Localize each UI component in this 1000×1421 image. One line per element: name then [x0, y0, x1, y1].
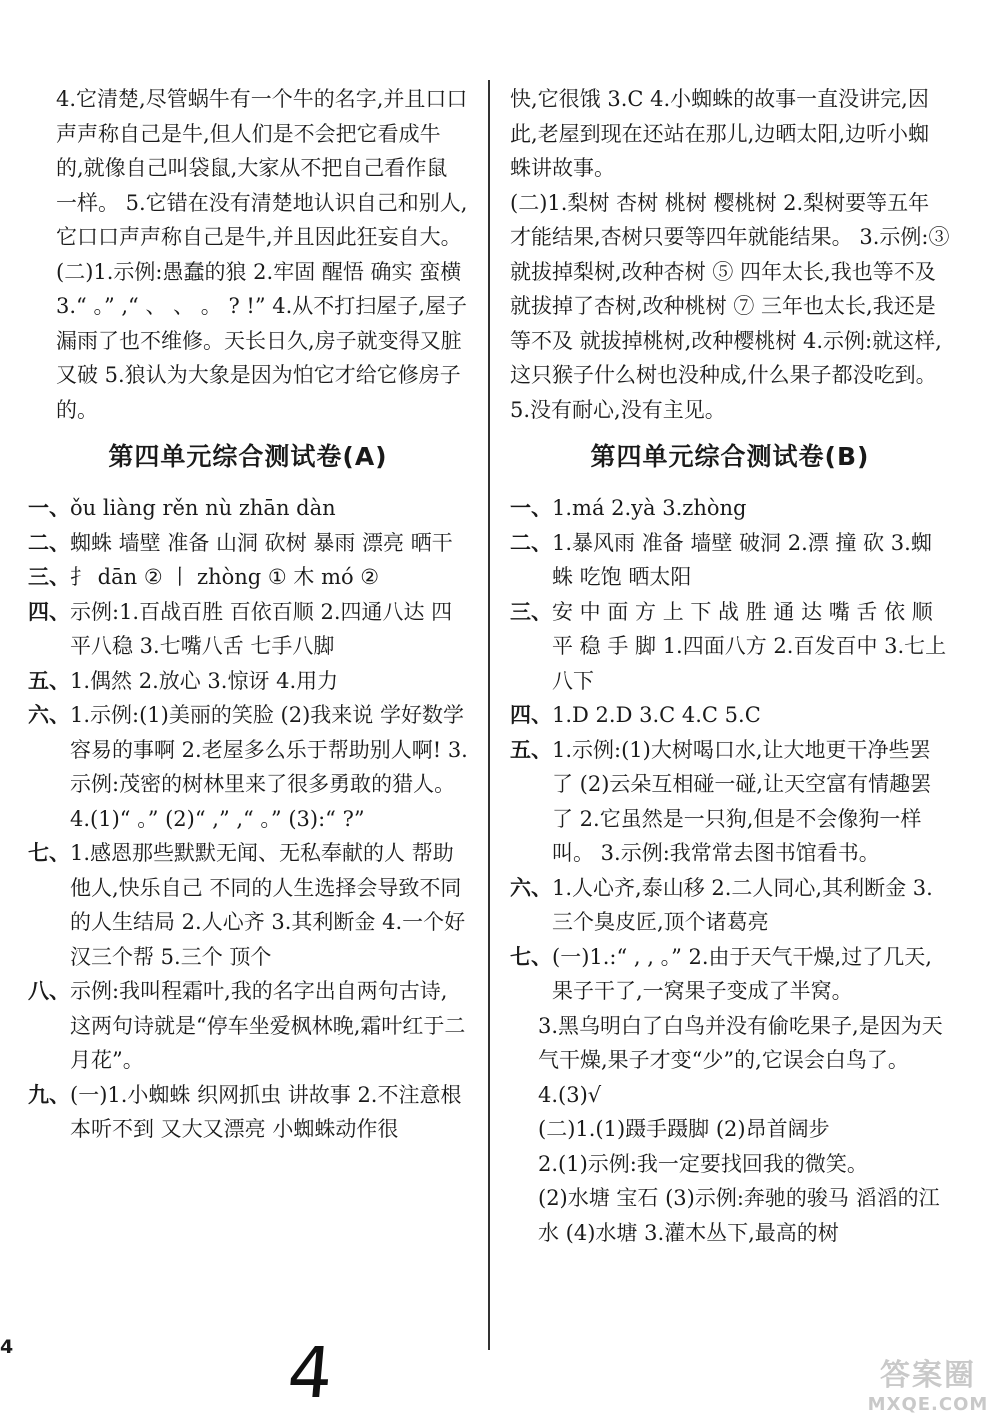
- answer-paragraph: 快,它很饿 3.C 4.小蜘蛛的故事一直没讲完,因此,老屋到现在还站在那儿,边晒太阳,边听小蜘蛛讲故事。: [510, 87, 930, 180]
- answer-item: [28, 664, 468, 699]
- answer-item: [510, 698, 950, 733]
- section-heading-b: 第四单元综合测试卷(B): [590, 442, 870, 471]
- item-marker: 七、: [510, 944, 552, 969]
- item-text: 1.感恩那些默默无闻、无私奉献的人 帮助他人,快乐自己 不同的人生选择会导致不同的人生结局 2.人心齐 3.其利断金 4.一个好汉三个帮 5.三个 顶个: [70, 841, 466, 969]
- item-text: (一)1.:“ , , 。” 2.由于天气干燥,过了几天,果子干了,一窝果子变成了半窝。: [552, 944, 932, 1003]
- answer-item: [510, 733, 950, 871]
- item-marker: 六、: [28, 703, 70, 727]
- item-text: 1.人心齐,泰山移 2.二人同心,其利断金 3.三个臭皮匠,顶个诸葛亮: [552, 875, 933, 934]
- right-column: [510, 82, 950, 1250]
- answer-paragraph: (2)水塘 宝石 (3)示例:奔驰的骏马 滔滔的江水 (4)水塘 3.灌木丛下,最高的树: [538, 1186, 940, 1245]
- item-text: 1.D 2.D 3.C 4.C 5.C: [552, 703, 761, 727]
- watermark-title: 答案圈: [880, 1358, 976, 1393]
- item-marker: 三、: [28, 565, 70, 589]
- watermark-domain: MXQE.COM: [867, 1394, 989, 1415]
- item-marker: 七、: [28, 841, 70, 865]
- answer-item: [510, 595, 950, 699]
- answer-item: [28, 595, 468, 664]
- item-text: 1.示例:(1)美丽的笑脸 (2)我来说 学好数学 容易的事啊 2.老屋多么乐于帮助别人啊! 3.示例:茂密的树林里来了很多勇敢的猎人。 4.(1)“ 。” (2)“ ,” ,“ 。” (3):“ ?”: [70, 703, 468, 831]
- answer-item: [28, 560, 468, 595]
- answer-paragraph: (二)1.示例:愚蠢的狼 2.牢固 醒悟 确实 蛮横 3.“ 。” ,“ 、 、 。 ? !” 4.从不打扫屋子,屋子漏雨了也不维修。天长日久,房子就变得又脏又破 5.狼认为大象是因为怕它才给它修房子的。: [56, 259, 467, 422]
- left-column: [28, 82, 468, 1147]
- answer-item: [510, 526, 950, 595]
- item-text: 1.示例:(1)大树喝口水,让大地更干净些罢了 (2)云朵互相碰一碰,让天空富有情趣罢了 2.它虽然是一只狗,但是不会像狗一样叫。 3.示例:我常常去图书馆看书。: [552, 737, 932, 865]
- answer-item: [510, 940, 950, 1009]
- item-text: 蜘蛛 墙壁 准备 山洞 砍树 暴雨 漂亮 晒干: [70, 530, 453, 555]
- item-marker: 六、: [510, 875, 552, 900]
- item-marker: 五、: [510, 737, 552, 762]
- answer-item: [28, 1078, 468, 1147]
- item-text: 安 中 面 方 上 下 战 胜 通 达 嘴 舌 依 顺 平 稳 手 脚 1.四面八方 2.百发百中 3.七上八下: [552, 599, 947, 693]
- item-text: 1.暴风雨 准备 墙壁 破洞 2.漂 撞 砍 3.蜘蛛 吃饱 晒太阳: [552, 530, 932, 589]
- item-marker: 八、: [28, 979, 70, 1003]
- item-marker: 二、: [510, 530, 552, 555]
- answer-paragraph: (二)1.梨树 杏树 桃树 樱桃树 2.梨树要等五年才能结果,杏树只要等四年就能结果。 3.示例:③ 就拔掉梨树,改种杏树 ⑤ 四年太长,我也等不及 就拔掉了杏树,改种桃树 ⑦ 三年也太长,我还是等不及 就拔掉桃树,改种樱桃树 4.示例:就这样,这只猴子什么树也没种成,什么果子都没吃到。 5.没有耐心,没有主见。: [510, 190, 950, 422]
- item-marker: 一、: [510, 496, 552, 520]
- section-heading-a: 第四单元综合测试卷(A): [108, 442, 388, 471]
- item-marker: 四、: [28, 599, 70, 624]
- answer-item: [28, 836, 468, 974]
- answer-paragraph: 3.黑乌明白了白鸟并没有偷吃果子,是因为天气干燥,果子才变“少”的,它误会白鸟了。: [538, 1013, 943, 1072]
- page-number: 4: [0, 1336, 14, 1358]
- item-text: (一)1.小蜘蛛 织网抓虫 讲故事 2.不注意根本听不到 又大又漂亮 小蜘蛛动作很: [70, 1082, 462, 1141]
- answer-item: [510, 871, 950, 940]
- answer-item: [28, 974, 468, 1078]
- answer-paragraph: (二)1.(1)蹑手蹑脚 (2)昂首阔步: [538, 1117, 830, 1141]
- item-marker: 二、: [28, 530, 70, 555]
- answer-paragraph: 4.它清楚,尽管蜗牛有一个牛的名字,并且口口声声称自己是牛,但人们是不会把它看成牛的,就像自己叫袋鼠,大家从不把自己看作鼠一样。 5.它错在没有清楚地认识自己和别人,它口口声声称自己是牛,并且因此狂妄自大。: [56, 87, 468, 249]
- item-text: 1.má 2.yà 3.zhòng: [552, 496, 747, 520]
- item-text: 示例:我叫程霜叶,我的名字出自两句古诗,这两句诗就是“停车坐爱枫林晚,霜叶红于二月花”。: [70, 979, 466, 1072]
- answer-paragraph: 4.(3)√: [538, 1082, 602, 1107]
- item-marker: 一、: [28, 496, 70, 520]
- item-text: 1.偶然 2.放心 3.惊讶 4.用力: [70, 668, 339, 693]
- answer-paragraph: 2.(1)示例:我一定要找回我的微笑。: [538, 1151, 868, 1176]
- answer-item: [28, 491, 468, 526]
- column-divider: [488, 80, 490, 1350]
- answer-item: [28, 526, 468, 561]
- item-marker: 五、: [28, 668, 70, 693]
- item-text: ǒu liàng rěn nù zhān dàn: [70, 496, 336, 520]
- answer-item: [28, 698, 468, 836]
- item-marker: 九、: [28, 1082, 70, 1107]
- watermark-logo: [858, 1358, 998, 1420]
- answer-item: [510, 491, 950, 526]
- item-marker: 三、: [510, 599, 552, 624]
- item-text: 扌 dān ② 丨 zhòng ① 木 mó ②: [70, 565, 380, 589]
- item-text: 示例:1.百战百胜 百依百顺 2.四通八达 四平八稳 3.七嘴八舌 七手八脚: [70, 599, 453, 658]
- item-marker: 四、: [510, 703, 552, 727]
- handwritten-page-mark: 4: [284, 1332, 337, 1414]
